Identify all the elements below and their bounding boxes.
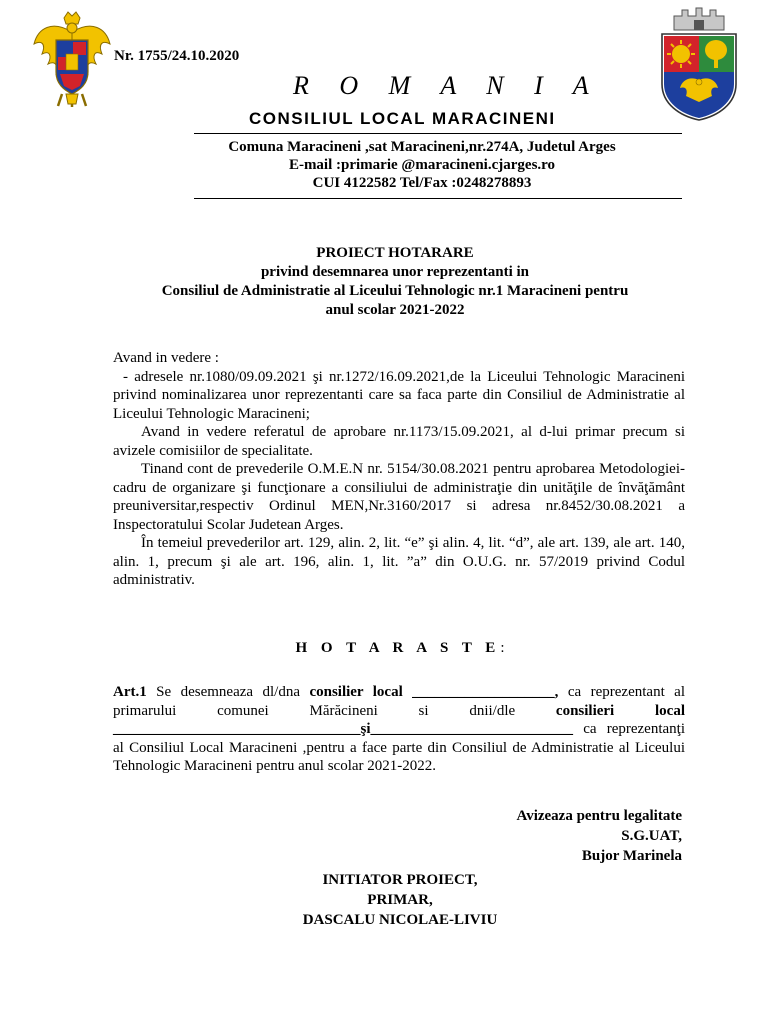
- initiator-line: DASCALU NICOLAE-LIVIU: [302, 912, 498, 928]
- address-line: Comuna Maracineni ,sat Maracineni,nr.274A, Judetul Arges: [228, 139, 616, 155]
- article-text: ca reprezentanţi al Consiliul Local Maracineni ,pentru a face parte din Consiliul de Administratie al Liceului Tehnologic Maracineni pentru anul scolar 2021-2022.: [113, 721, 685, 774]
- decides-heading: [200, 640, 600, 657]
- header-rule-top: [194, 133, 682, 134]
- romania-coat-of-arms-icon: [32, 10, 112, 108]
- decides-label: H O T A R A S T E: [295, 640, 501, 656]
- blank-field: ______________: [113, 721, 218, 737]
- preamble-paragraph: Avand in vedere referatul de aprobare nr.1173/15.09.2021, al d-lui primar precum si avizele comisiilor de specialitate.: [113, 424, 685, 459]
- decides-colon: :: [500, 640, 505, 656]
- registration-number: Nr. 1755/24.10.2020: [114, 48, 240, 64]
- article-text: Se desemneaza dl/dna: [146, 684, 310, 700]
- address-block: [192, 138, 652, 192]
- endorsement-line: Bujor Marinela: [581, 848, 682, 864]
- article-bold: consilieri local: [555, 702, 685, 719]
- council-heading: CONSILIUL LOCAL MARACINENI: [249, 109, 556, 128]
- endorsement-line: Avizeaza pentru legalitate: [516, 808, 682, 824]
- country-heading: R O M A N I A: [293, 71, 601, 100]
- article-label: Art.1: [113, 684, 147, 700]
- article-bold: consilier local: [309, 684, 403, 700]
- title-line: anul scolar 2021-2022: [325, 302, 465, 318]
- preamble-intro: Avand in vedere :: [113, 350, 219, 366]
- initiator-block: [220, 870, 580, 930]
- preamble-paragraph: În temeiul prevederilor art. 129, alin. 2, lit. “e” şi alin. 4, lit. “d”, ale art. 139, ale art. 140, alin. 1, precum şi ale art. 196, alin. 1, lit. ”a” din O.U.G. nr. 57/2019 privind Codul administrativ.: [113, 535, 685, 588]
- blank-field: ___________________,: [402, 684, 559, 700]
- email-line: E-mail :primarie @maracineni.cjarges.ro: [288, 157, 556, 173]
- article-text: ca reprezentant al primarului comunei Mărăcineni si dnii/dle: [113, 684, 685, 719]
- blank-field: ___________________şi___________________________: [218, 721, 574, 737]
- preamble: [113, 349, 685, 590]
- preamble-paragraph: - adresele nr.1080/09.09.2021 şi nr.1272/16.09.2021,de la Liceului Tehnologic Maracineni privind nominalizarea unor reprezentanti care sa faca parte din Consiliul de Administratie al Liceului Tehnologic Maracineni;: [113, 368, 685, 422]
- initiator-line: INITIATOR PROIECT,: [322, 872, 478, 888]
- article-1: [113, 683, 685, 776]
- endorsement-block: [400, 806, 682, 866]
- title-line: Consiliul de Administratie al Liceului Tehnologic nr.1 Maracineni pentru: [161, 283, 629, 299]
- preamble-paragraph: Tinand cont de prevederile O.M.E.N nr. 5154/30.08.2021 pentru aprobarea Metodologiei-cadru de organizare şi funcţionare a consiliului de administraţie din unităţile de învăţământ preuniversitar,respectiv Ordinul MEN,Nr.3160/2017 si adresa nr.8452/30.08.2021 a Inspectoratului Scolar Judetean Arges.: [113, 461, 685, 533]
- title-line: PROIECT HOTARARE: [316, 245, 474, 261]
- header-rule-bottom: [194, 198, 682, 199]
- contact-line: CUI 4122582 Tel/Fax :0248278893: [312, 175, 532, 191]
- title-line: privind desemnarea unor reprezentanti in: [260, 264, 530, 280]
- maracineni-coat-of-arms-icon: [656, 6, 742, 122]
- endorsement-line: S.G.UAT,: [621, 828, 682, 844]
- initiator-line: PRIMAR,: [367, 892, 433, 908]
- document-title: [100, 244, 690, 320]
